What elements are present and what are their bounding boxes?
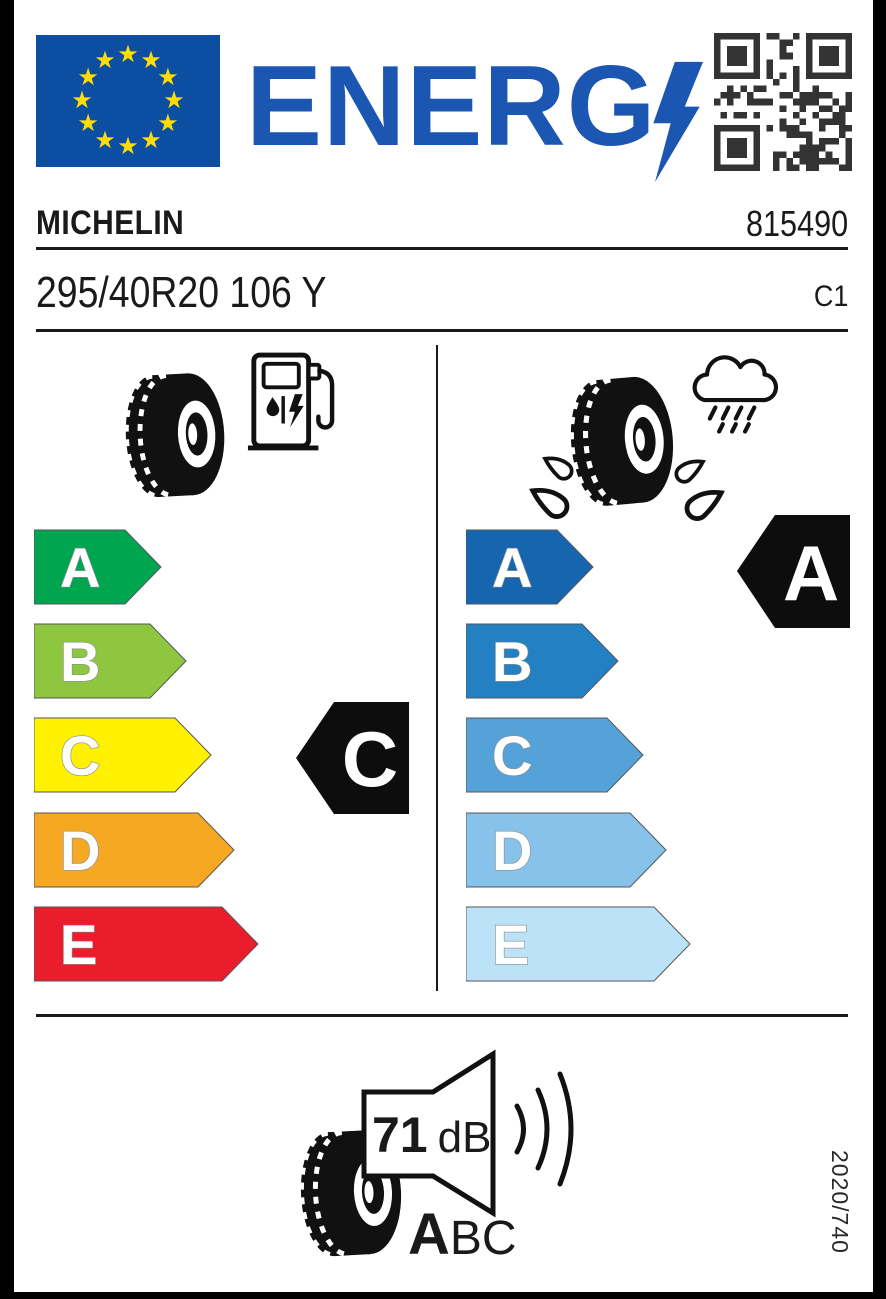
article-number: 815490: [745, 203, 848, 244]
eu-star-icon: ★: [77, 110, 99, 137]
wet-grip-scale: [466, 528, 698, 990]
svg-text:A: A: [60, 536, 101, 599]
bottom-border: [0, 1292, 886, 1299]
fuel-pump-icon: [246, 350, 336, 452]
svg-text:E: E: [492, 913, 530, 976]
wet-grade-c: [466, 718, 643, 792]
water-splash-icon: [676, 488, 728, 524]
svg-text:B: B: [60, 630, 101, 693]
svg-text:C: C: [60, 724, 101, 787]
svg-text:A: A: [492, 536, 533, 599]
eu-star-icon: ★: [163, 87, 185, 114]
eu-star-icon: ★: [94, 47, 116, 75]
noise-class-main: A: [408, 1202, 450, 1267]
svg-text:C: C: [341, 715, 399, 803]
svg-text:A: A: [782, 529, 840, 617]
svg-text:D: D: [60, 819, 101, 882]
fuel-tire-icon: [114, 359, 239, 511]
eu-star-icon: ★: [140, 47, 162, 75]
water-splash-icon: [668, 458, 708, 486]
fuel-grade-b: [34, 624, 186, 698]
eu-star-icon: ★: [71, 87, 93, 114]
noise-class-rest: BC: [449, 1212, 517, 1265]
center-divider: [436, 345, 438, 991]
eu-star-icon: ★: [157, 110, 179, 137]
eu-star-icon: ★: [117, 41, 139, 68]
eu-star-icon: ★: [77, 64, 99, 91]
wet-grade-e: [466, 907, 690, 981]
noise-value: [372, 1107, 492, 1163]
left-border: [0, 0, 14, 1299]
fuel-efficiency-scale: [34, 528, 266, 990]
lightning-bolt-icon: [650, 52, 708, 192]
eu-star-icon: ★: [157, 64, 179, 91]
regulation-number: 2020/740: [827, 1150, 853, 1254]
eu-flag-icon: [36, 35, 220, 167]
qr-code-icon: [714, 33, 852, 171]
water-splash-icon: [526, 486, 578, 522]
fuel-grade-d: [34, 813, 234, 887]
fuel-grade-c: [34, 718, 211, 792]
wet-grade-d: [466, 813, 666, 887]
wet-grip-rating-arrow: [737, 515, 850, 628]
svg-text:E: E: [60, 913, 98, 976]
noise-db-number: 71: [372, 1107, 428, 1163]
svg-text:C: C: [492, 724, 533, 787]
brand-name: MICHELIN: [36, 204, 185, 242]
divider-rule-bottom: [36, 1014, 848, 1017]
tyre-size: 295/40R20 106 Y: [36, 268, 327, 317]
right-border: [873, 0, 886, 1299]
divider-rule-top: [36, 247, 848, 250]
water-splash-icon: [540, 455, 580, 483]
energy-logo-text: ENERG: [246, 43, 657, 170]
divider-rule-size: [36, 329, 848, 332]
eu-star-icon: ★: [94, 126, 116, 154]
eu-star-icon: ★: [140, 126, 162, 154]
wet-grade-b: [466, 624, 618, 698]
rain-cloud-icon: [682, 348, 784, 440]
fuel-grade-e: [34, 907, 258, 981]
wet-grade-a: [466, 530, 593, 604]
noise-class: [408, 1202, 517, 1267]
svg-text:B: B: [492, 630, 533, 693]
sound-waves-icon: [517, 1074, 571, 1184]
tyre-class: C1: [813, 280, 848, 313]
svg-text:D: D: [492, 819, 533, 882]
eu-star-icon: ★: [117, 133, 139, 160]
noise-db-unit: dB: [437, 1113, 492, 1162]
fuel-rating-arrow: [296, 702, 409, 814]
fuel-grade-a: [34, 530, 161, 604]
